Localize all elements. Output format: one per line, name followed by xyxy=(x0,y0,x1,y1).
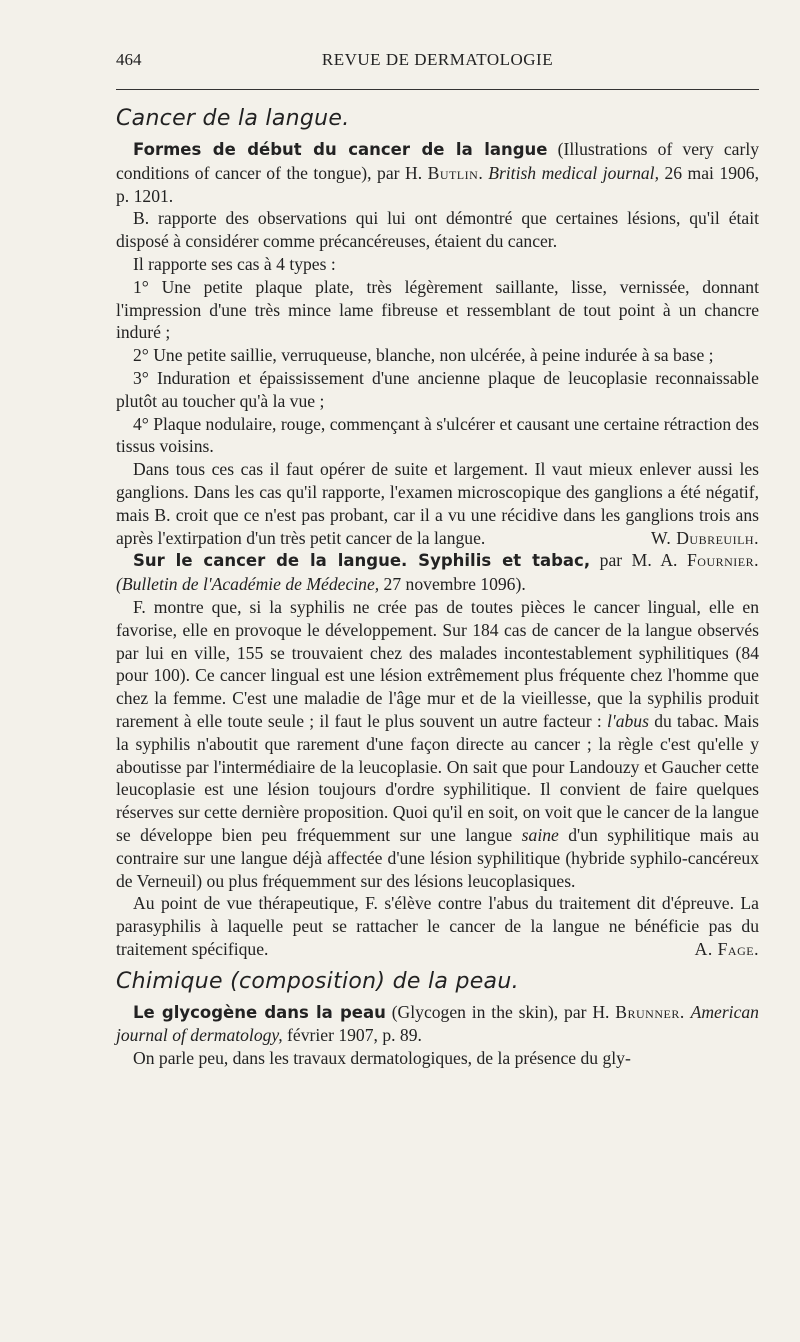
paragraph: On parle peu, dans les travaux dermatologiques, de la présence du gly- xyxy=(133,1048,631,1069)
article-journal: American journal of dermatology, xyxy=(116,1001,759,1046)
article-title: Le glycogène dans la peau xyxy=(133,1002,386,1022)
signature: A. Fage. xyxy=(694,938,759,959)
paragraph-text: d'un syphilitique mais au contraire sur une langue déjà affectée d'une lésion syphilitique (hybride syphilo-cancéreux de Verneuil) ou plus fréquemment sur des lésions leucoplasiques. xyxy=(116,824,759,891)
journal-title: REVUE DE DERMATOLOGIE xyxy=(321,50,554,69)
paragraph: B. rapporte des observations qui lui ont démontré que certaines lésions, qu'il était disposé à considérer comme précancéreuses, étaient du cancer. xyxy=(116,208,759,252)
paragraph-text: F. montre que, si la syphilis ne crée pas de toutes pièces le cancer lingual, elle en favorise, elle en provoque le développement. Sur 184 cas de cancer de la langue observés par lui en ville, 155 se trouvaient chez des malades incontestablement syphilitiques (84 pour 100). Ce cancer lingual est une lésion extrêmement plus fréquente chez l'homme que chez la femme. C'est une maladie de l'âge mur et de la vieillesse, que la syphilis produit rarement à elle toute seule ; il faut le plus souvent un autre facteur : xyxy=(116,596,759,731)
paragraph: 1° Une petite plaque plate, très légèrement saillante, lisse, vernissée, donnant l'impression d'une très mince lame fibreuse et ressemblant de tout point à un chancre induré ; xyxy=(116,276,759,343)
article-ref-text: par M. A. xyxy=(590,550,687,571)
paragraph-text: Dans tous ces cas il faut opérer de suite et largement. Il vaut mieux enlever aussi les ganglions. Dans les cas qu'il rapporte, l'examen microscopique des ganglions a été négatif, mais B. croit que ce n'est pas probant, car il a vu une récidive dans les ganglions trois ans après l'extirpation d'un très petit cancer de la langue. xyxy=(116,459,759,548)
paragraph: 3° Induration et épaississement d'une ancienne plaque de leucoplasie reconnaissable plutôt au toucher qu'à la vue ; xyxy=(116,367,759,411)
article-ref-text: (Illustrations of very carly conditions of cancer of the tongue), par H. xyxy=(116,139,759,183)
emphasis-saine: saine xyxy=(521,824,559,845)
running-header xyxy=(116,50,759,74)
article-title: Formes de début du cancer de la langue xyxy=(133,140,548,159)
section-title-cancer: Cancer de la langue. xyxy=(116,106,350,131)
article-journal: British medical journal, xyxy=(488,162,659,183)
article-author: Butlin xyxy=(427,162,479,183)
paragraph-with-signature xyxy=(116,892,759,960)
page-body xyxy=(116,104,759,1070)
article-reference xyxy=(116,549,759,596)
paragraph: Il rapporte ses cas à 4 types : xyxy=(133,253,336,274)
paragraph: 4° Plaque nodulaire, rouge, commençant à s'ulcérer et causant une certaine rétraction des tissus voisins. xyxy=(116,413,759,457)
article-journal: (Bulletin de l'Académie de Médecine, xyxy=(116,574,380,595)
article-reference: Formes de début du cancer de la langue (Illustrations of very carly conditions of cancer of the tongue), par H. Butlin. British medical journal, 26 mai 1906, p. 1201. xyxy=(116,139,759,206)
header-rule xyxy=(116,89,759,90)
paragraph xyxy=(116,596,759,892)
paragraph-text: du tabac. Mais la syphilis n'aboutit que rarement d'une façon directe au cancer ; la règle c'est qu'elle y aboutisse par l'intermédiaire de la leucoplasie. On sait que pour Landouzy et Gaucher cette leucoplasie est une lésion toujours d'ordre syphilitique. Il convient de faire quelques réserves sur cette dernière proposition. Quoi qu'il en soit, on voit que le cancer de la langue se développe bien peu fréquemment sur une langue xyxy=(116,710,759,845)
article-date: 26 mai 1906, p. 1201. xyxy=(116,162,759,206)
signature: W. Dubreuilh. xyxy=(650,527,759,548)
article-title: Sur le cancer de la langue. Syphilis et tabac, xyxy=(133,551,591,571)
paragraph-with-signature xyxy=(116,458,759,549)
article-author: Fournier. xyxy=(687,550,760,571)
article-ref-text: (Glycogen in the skin), par H. xyxy=(385,1001,616,1022)
section-title-chimique: Chimique (composition) de la peau. xyxy=(116,968,519,994)
page-number: 464 xyxy=(116,50,142,69)
article-author: Brunner. xyxy=(615,1001,685,1022)
emphasis-abus: l'abus xyxy=(607,710,649,731)
article-reference xyxy=(116,1001,759,1048)
article-date: février 1907, p. 89. xyxy=(282,1025,422,1046)
paragraph: 2° Une petite saillie, verruqueuse, blanche, non ulcérée, à peine indurée à sa base ; xyxy=(133,345,714,366)
paragraph-text: Au point de vue thérapeutique, F. s'élève contre l'abus du traitement dit d'épreuve. La parasyphilis à laquelle peut se rattacher le cancer de la langue ne bénéficie pas du traitement spécifique. xyxy=(116,893,759,959)
article-date: 27 novembre 1096). xyxy=(379,574,526,595)
